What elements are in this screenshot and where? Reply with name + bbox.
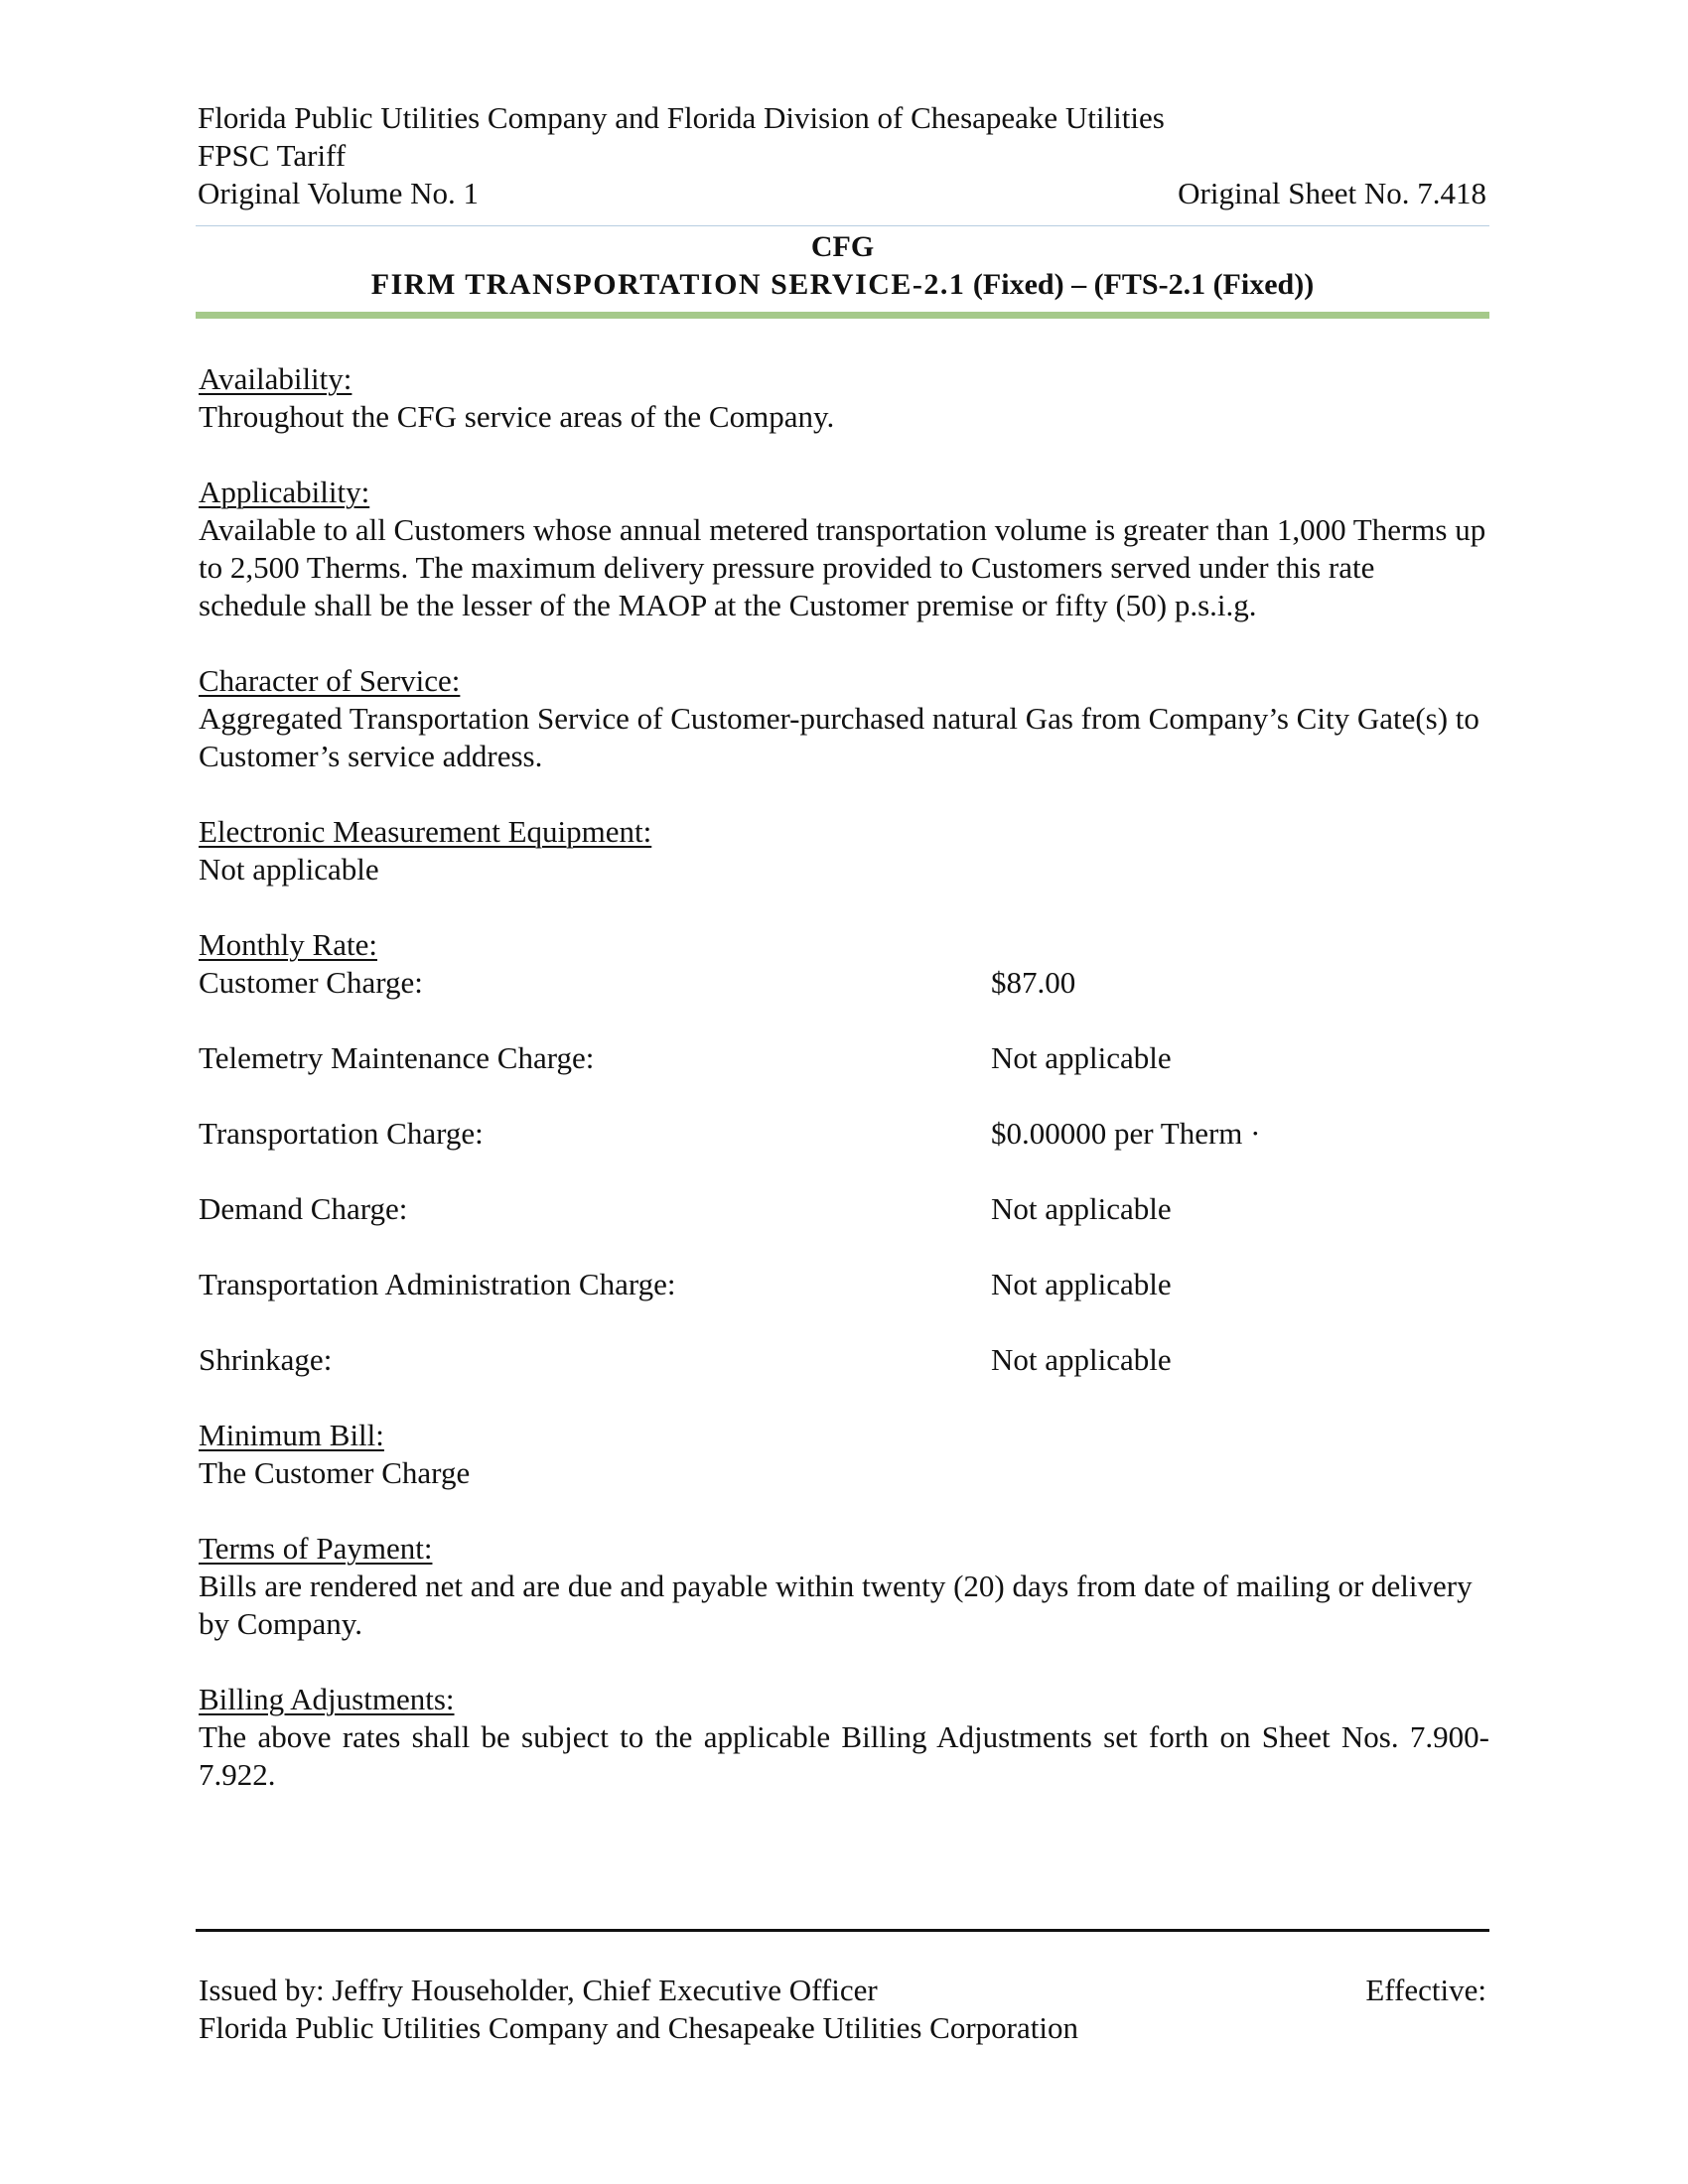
title-line-2-rest: (Fixed) – (FTS-2.1 (Fixed)) (965, 268, 1315, 301)
terms-heading: Terms of Payment: (199, 1531, 433, 1566)
availability-text: Throughout the CFG service areas of the Company. (199, 399, 835, 434)
section-availability (199, 360, 1489, 436)
measurement-heading: Electronic Measurement Equipment: (199, 814, 652, 849)
footer-effective: Effective: (1365, 1973, 1486, 2007)
title-divider (196, 312, 1489, 319)
rate-label: Shrinkage: (199, 1342, 333, 1377)
section-terms-of-payment (199, 1530, 1489, 1643)
applicability-heading: Applicability: (199, 475, 370, 509)
rate-value: Not applicable (991, 1267, 1172, 1301)
rate-row-telemetry-maintenance (199, 1039, 1489, 1077)
header-volume-row (198, 175, 1486, 212)
character-text: Aggregated Transportation Service of Customer-purchased natural Gas from Company’s City Gate(s) to Customer’s service address. (199, 701, 1479, 773)
billing-heading: Billing Adjustments: (199, 1682, 455, 1716)
rate-label: Telemetry Maintenance Charge: (199, 1040, 595, 1075)
title-line-1: CFG (810, 230, 875, 263)
section-measurement-equipment (199, 813, 1489, 888)
section-minimum-bill (199, 1417, 1489, 1492)
character-heading: Character of Service: (199, 663, 461, 698)
header-volume: Original Volume No. 1 (198, 176, 480, 210)
footer-divider (196, 1929, 1489, 1932)
applicability-text: Available to all Customers whose annual metered transportation volume is greater than 1,000 Therms up to 2,500 Therms. The maximum delivery pressure provided to Customers served under this rate schedule shall be the lesser of the MAOP at the Customer premise or fifty (50) p.s.i.g. (199, 512, 1486, 622)
title-line-2 (196, 266, 1489, 304)
header-tariff: FPSC Tariff (198, 138, 347, 173)
billing-text: The above rates shall be subject to the applicable Billing Adjustments set forth on Sheet Nos. 7.900-7.922. (199, 1719, 1489, 1792)
footer-issued-row (199, 1972, 1486, 2009)
minimum-bill-heading: Minimum Bill: (199, 1418, 384, 1452)
rate-value: $0.00000 per Therm · (991, 1116, 1261, 1151)
rate-value: Not applicable (991, 1191, 1172, 1226)
rate-row-transportation-charge (199, 1115, 1489, 1153)
rate-row-shrinkage (199, 1341, 1489, 1379)
page-header (198, 99, 1486, 212)
rate-row-demand-charge (199, 1190, 1489, 1228)
section-monthly-rate (199, 926, 1489, 1379)
rate-schedule-title (196, 228, 1489, 304)
rate-label: Customer Charge: (199, 965, 423, 1000)
minimum-bill-text: The Customer Charge (199, 1455, 471, 1490)
section-billing-adjustments (199, 1681, 1489, 1794)
tariff-body (199, 360, 1489, 1832)
rate-value: $87.00 (991, 965, 1076, 1000)
monthly-rate-heading: Monthly Rate: (199, 927, 377, 962)
rate-label: Demand Charge: (199, 1191, 408, 1226)
rate-row-administration-charge (199, 1266, 1489, 1303)
header-sheet-number: Original Sheet No. 7.418 (1178, 176, 1486, 210)
rate-label: Transportation Charge: (199, 1116, 484, 1151)
page-footer (199, 1972, 1486, 2047)
footer-issued-by: Issued by: Jeffry Householder, Chief Executive Officer (199, 1973, 878, 2007)
rate-value: Not applicable (991, 1342, 1172, 1377)
availability-heading: Availability: (199, 361, 352, 396)
rate-label: Transportation Administration Charge: (199, 1267, 676, 1301)
section-applicability (199, 474, 1489, 624)
rate-value: Not applicable (991, 1040, 1172, 1075)
title-line-2-main: FIRM TRANSPORTATION SERVICE-2.1 (370, 268, 966, 301)
measurement-text: Not applicable (199, 852, 379, 887)
header-company: Florida Public Utilities Company and Florida Division of Chesapeake Utilities (198, 100, 1165, 135)
header-divider (196, 225, 1489, 226)
section-character-of-service (199, 662, 1489, 775)
terms-text: Bills are rendered net and are due and payable within twenty (20) days from date of mailing or delivery by Company. (199, 1569, 1473, 1641)
rate-row-customer-charge (199, 964, 1489, 1002)
footer-company: Florida Public Utilities Company and Chesapeake Utilities Corporation (199, 2010, 1078, 2045)
